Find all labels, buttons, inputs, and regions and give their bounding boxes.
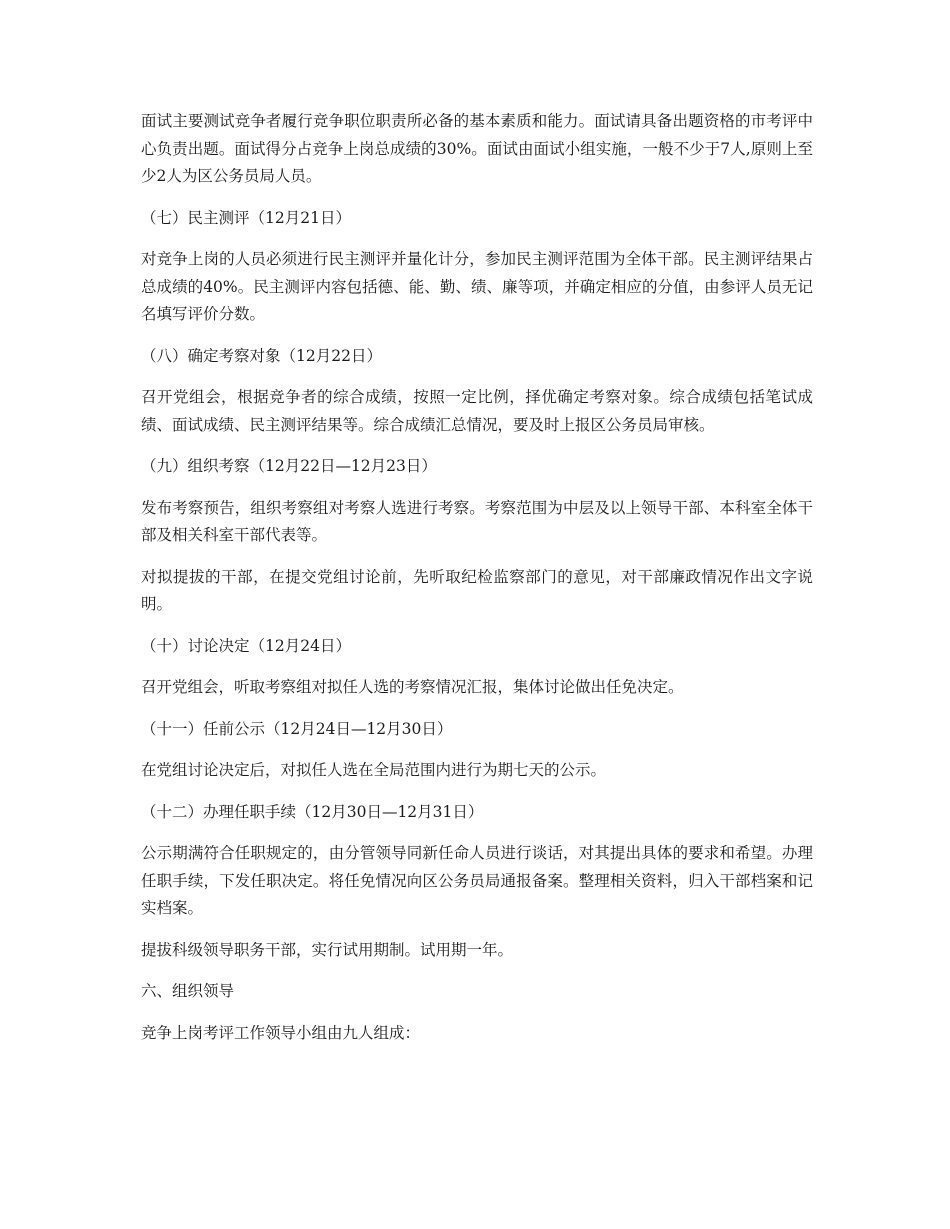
paragraph-leadership-group: 竞争上岗考评工作领导小组由九人组成： bbox=[141, 1023, 421, 1042]
section-heading-7: （七）民主测评（12月21日） bbox=[141, 208, 351, 227]
section-heading-9: （九）组织考察（12月22日—12月23日） bbox=[141, 457, 437, 475]
paragraph-publicity: 在党组讨论决定后，对拟任人选在全局范围内进行为期七天的公示。 bbox=[141, 761, 607, 779]
paragraph-appointment: 公示期满符合任职规定的，由分管领导同新任命人员进行谈话，对其提出具体的要求和希望。办理任职手续，下发任职决定。将任免情况向区公务员局通报备案。整理相关资料，归入干部档案和记实档案。 bbox=[141, 844, 813, 917]
section-heading-10: （十）讨论决定（12月24日） bbox=[141, 636, 351, 655]
section-heading-11: （十一）任前公示（12月24日—12月30日） bbox=[141, 719, 453, 738]
document-body bbox=[141, 108, 813, 1061]
paragraph-inspection: 发布考察预告，组织考察组对考察人选进行考察。考察范围为中层及以上领导干部、本科室全体干部及相关科室干部代表等。 bbox=[141, 498, 813, 544]
paragraph-discipline-opinion: 对拟提拔的干部，在提交党组讨论前，先听取纪检监察部门的意见，对干部廉政情况作出文字说明。 bbox=[141, 567, 813, 613]
section-heading-six: 六、组织领导 bbox=[141, 982, 235, 1000]
paragraph-interview: 面试主要测试竞争者履行竞争职位职责所必备的基本素质和能力。面试请具备出题资格的市考评中心负责出题。面试得分占竞争上岗总成绩的30%。面试由面试小组实施，一般不少于7人,原则上至少2人为区公务员局人员。 bbox=[141, 112, 813, 185]
section-heading-8: （八）确定考察对象（12月22日） bbox=[141, 346, 382, 365]
section-heading-12: （十二）办理任职手续（12月30日—12月31日） bbox=[141, 802, 484, 821]
paragraph-determine-candidates: 召开党组会，根据竞争者的综合成绩，按照一定比例，择优确定考察对象。综合成绩包括笔试成绩、面试成绩、民主测评结果等。综合成绩汇总情况，要及时上报区公务员局审核。 bbox=[141, 388, 813, 434]
paragraph-democratic-evaluation: 对竞争上岗的人员必须进行民主测评并量化计分，参加民主测评范围为全体干部。民主测评结果占总成绩的40%。民主测评内容包括德、能、勤、绩、廉等项，并确定相应的分值，由参评人员无记名填写评价分数。 bbox=[141, 250, 813, 323]
paragraph-decision: 召开党组会，听取考察组对拟任人选的考察情况汇报，集体讨论做出任免决定。 bbox=[141, 678, 684, 696]
paragraph-probation: 提拔科级领导职务干部，实行试用期制。试用期一年。 bbox=[141, 940, 514, 959]
